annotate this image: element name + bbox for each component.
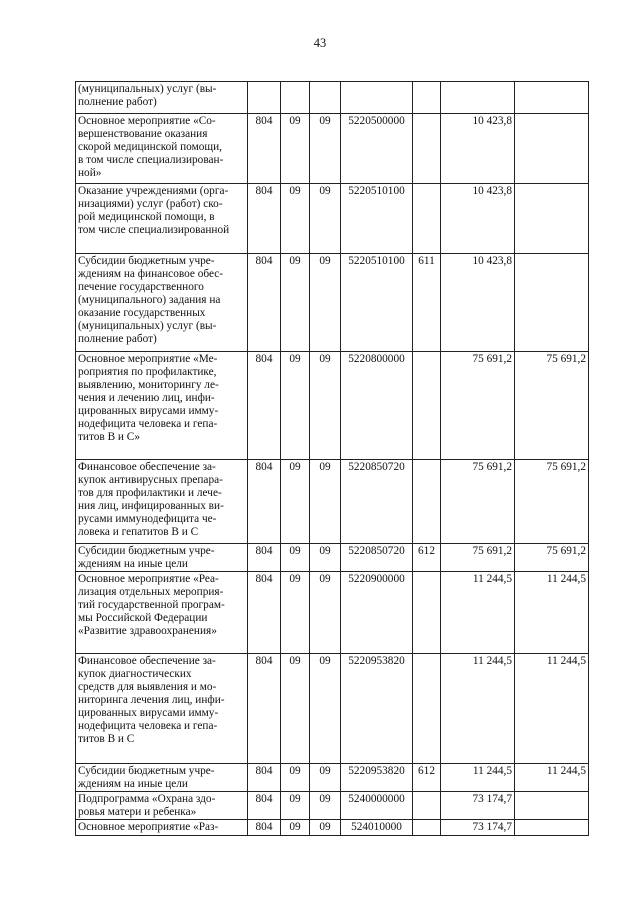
cell-amount-1: [441, 254, 515, 352]
table-row: [76, 254, 589, 352]
cell-department-code-text: 804: [255, 573, 273, 585]
cell-target-article: [341, 184, 413, 254]
cell-department-code: [248, 114, 281, 184]
budget-table: [75, 81, 589, 836]
cell-target-article-text: 5240000000: [348, 793, 405, 805]
cell-description: [76, 184, 248, 254]
cell-section-code-text: 09: [289, 185, 301, 197]
cell-amount-2: [515, 184, 589, 254]
cell-section-code-text: 09: [289, 545, 301, 557]
cell-department-code-text: 804: [255, 353, 273, 365]
cell-description-text: Подпрограмма «Охрана здо- ровья матери и ребенка»: [78, 793, 216, 818]
cell-target-article: [341, 114, 413, 184]
cell-department-code: [248, 820, 281, 836]
cell-description-text: (муниципальных) услуг (вы- полнение работ): [78, 83, 217, 108]
table-row: [76, 544, 589, 572]
cell-department-code-text: 804: [255, 765, 273, 777]
cell-amount-1-text: 73 174,7: [472, 793, 512, 805]
cell-section-code-text: 09: [289, 353, 301, 365]
cell-subsection-code-text: 09: [319, 793, 331, 805]
cell-subsection-code-text: 09: [319, 115, 331, 127]
cell-target-article: [341, 352, 413, 460]
cell-section-code: [281, 792, 310, 820]
cell-section-code: [281, 460, 310, 544]
cell-amount-1-text: 11 244,5: [472, 655, 512, 667]
cell-amount-1-text: 11 244,5: [472, 573, 512, 585]
cell-target-article-text: 5220800000: [348, 353, 405, 365]
cell-description-text: Финансовое обеспечение за- купок антивирусных препара- тов для профилактики и лече- ния лиц, инфицированных ви- русами иммунодефицита че- ловека и гепатитов В и С: [78, 461, 224, 538]
cell-subsection-code-text: 09: [319, 765, 331, 777]
table-row: [76, 820, 589, 836]
cell-section-code: [281, 544, 310, 572]
cell-amount-1: [441, 352, 515, 460]
cell-amount-2-text: 75 691,2: [546, 545, 586, 557]
cell-subsection-code: [310, 82, 341, 114]
cell-expense-type: [413, 764, 441, 792]
cell-department-code: [248, 82, 281, 114]
cell-description-text: Основное мероприятие «Раз-: [78, 821, 219, 833]
cell-description-text: Субсидии бюджетным учре- ждениям на иные цели: [78, 765, 215, 790]
cell-amount-1: [441, 792, 515, 820]
cell-expense-type: [413, 460, 441, 544]
cell-department-code-text: 804: [255, 545, 273, 557]
cell-description: [76, 654, 248, 764]
cell-section-code-text: 09: [289, 461, 301, 473]
cell-department-code: [248, 792, 281, 820]
cell-subsection-code-text: 09: [319, 573, 331, 585]
cell-section-code: [281, 254, 310, 352]
cell-amount-2: [515, 654, 589, 764]
cell-amount-1-text: 10 423,8: [472, 185, 512, 197]
cell-target-article: [341, 792, 413, 820]
cell-section-code-text: 09: [289, 573, 301, 585]
cell-department-code-text: 804: [255, 655, 273, 667]
cell-amount-1-text: 75 691,2: [472, 461, 512, 473]
cell-subsection-code-text: 09: [319, 821, 331, 833]
cell-amount-1-text: 10 423,8: [472, 115, 512, 127]
cell-department-code: [248, 654, 281, 764]
cell-amount-1-text: 75 691,2: [472, 545, 512, 557]
cell-amount-1-text: 73 174,7: [472, 821, 512, 833]
cell-target-article-text: 5220850720: [348, 461, 405, 473]
cell-subsection-code: [310, 572, 341, 654]
cell-description: [76, 792, 248, 820]
cell-section-code: [281, 82, 310, 114]
cell-subsection-code: [310, 114, 341, 184]
cell-subsection-code: [310, 654, 341, 764]
cell-target-article-text: 5220510100: [348, 255, 405, 267]
cell-expense-type: [413, 184, 441, 254]
cell-department-code: [248, 352, 281, 460]
cell-department-code-text: 804: [255, 793, 273, 805]
cell-department-code-text: 804: [255, 185, 273, 197]
cell-amount-1-text: 10 423,8: [472, 255, 512, 267]
cell-expense-type: [413, 82, 441, 114]
cell-target-article: [341, 572, 413, 654]
cell-description-text: Основное мероприятие «Ме- роприятия по профилактике, выявлению, мониторингу ле- чения и лечению лиц, инфи- цированных вирусами имму- нодефицита человека и гепа- титов В и С»: [78, 353, 219, 443]
cell-target-article: [341, 544, 413, 572]
cell-amount-2: [515, 544, 589, 572]
cell-section-code-text: 09: [289, 821, 301, 833]
cell-description: [76, 764, 248, 792]
cell-section-code-text: 09: [289, 655, 301, 667]
table-row: [76, 792, 589, 820]
table-row: [76, 352, 589, 460]
cell-department-code: [248, 184, 281, 254]
cell-target-article: [341, 820, 413, 836]
cell-description: [76, 820, 248, 836]
cell-description: [76, 352, 248, 460]
cell-expense-type: [413, 820, 441, 836]
cell-amount-2: [515, 82, 589, 114]
cell-expense-type: [413, 544, 441, 572]
table-row: [76, 82, 589, 114]
cell-target-article-text: 524010000: [351, 821, 402, 833]
cell-amount-2-text: 75 691,2: [546, 461, 586, 473]
cell-target-article-text: 5220500000: [348, 115, 405, 127]
cell-target-article-text: 5220900000: [348, 573, 405, 585]
cell-department-code-text: 804: [255, 255, 273, 267]
cell-section-code: [281, 352, 310, 460]
cell-target-article-text: 5220510100: [348, 185, 405, 197]
cell-amount-2: [515, 254, 589, 352]
cell-description: [76, 572, 248, 654]
cell-amount-2: [515, 792, 589, 820]
cell-amount-1-text: 11 244,5: [472, 765, 512, 777]
cell-department-code-text: 804: [255, 115, 273, 127]
cell-amount-2: [515, 820, 589, 836]
cell-subsection-code: [310, 792, 341, 820]
cell-subsection-code: [310, 254, 341, 352]
cell-description: [76, 82, 248, 114]
cell-section-code-text: 09: [289, 115, 301, 127]
cell-description-text: Финансовое обеспечение за- купок диагностических средств для выявления и мо- ниторинга лечения лиц, инфи- цированных вирусами имму- нодефицита человека и гепа- титов В и С: [78, 655, 225, 745]
cell-description-text: Субсидии бюджетным учре- ждениям на иные цели: [78, 545, 215, 570]
cell-target-article-text: 5220953820: [348, 655, 405, 667]
cell-description: [76, 544, 248, 572]
cell-amount-2: [515, 114, 589, 184]
cell-amount-1: [441, 82, 515, 114]
cell-subsection-code: [310, 184, 341, 254]
cell-subsection-code: [310, 544, 341, 572]
cell-section-code: [281, 654, 310, 764]
cell-subsection-code-text: 09: [319, 255, 331, 267]
cell-amount-2: [515, 764, 589, 792]
cell-department-code: [248, 572, 281, 654]
cell-amount-2-text: 11 244,5: [546, 573, 586, 585]
cell-amount-1: [441, 544, 515, 572]
cell-amount-1: [441, 572, 515, 654]
table-row: [76, 114, 589, 184]
cell-description-text: Основное мероприятие «Реа- лизация отдельных мероприя- тий государственной програм- мы Российской Федерации «Развитие здравоохранения»: [78, 573, 225, 637]
cell-amount-1: [441, 460, 515, 544]
cell-section-code: [281, 184, 310, 254]
cell-expense-type: [413, 654, 441, 764]
cell-amount-1: [441, 820, 515, 836]
cell-expense-type: [413, 352, 441, 460]
cell-target-article-text: 5220850720: [348, 545, 405, 557]
cell-section-code-text: 09: [289, 255, 301, 267]
cell-expense-type-text: 612: [418, 545, 435, 557]
cell-target-article-text: 5220953820: [348, 765, 405, 777]
cell-department-code: [248, 764, 281, 792]
cell-expense-type-text: 612: [418, 765, 435, 777]
table-row: [76, 654, 589, 764]
cell-section-code: [281, 114, 310, 184]
cell-section-code: [281, 572, 310, 654]
cell-subsection-code-text: 09: [319, 461, 331, 473]
cell-amount-2-text: 11 244,5: [546, 765, 586, 777]
cell-amount-2: [515, 352, 589, 460]
table-row: [76, 460, 589, 544]
cell-department-code-text: 804: [255, 821, 273, 833]
cell-description: [76, 114, 248, 184]
cell-department-code: [248, 254, 281, 352]
cell-department-code: [248, 460, 281, 544]
cell-amount-2: [515, 460, 589, 544]
cell-subsection-code-text: 09: [319, 545, 331, 557]
cell-amount-2: [515, 572, 589, 654]
cell-department-code: [248, 544, 281, 572]
cell-description-text: Субсидии бюджетным учре- ждениям на финансовое обес- печение государственного (муниципального) задания на оказание государственных (муниципальных) услуг (вы- полнение работ): [78, 255, 224, 345]
cell-amount-1-text: 75 691,2: [472, 353, 512, 365]
cell-expense-type: [413, 792, 441, 820]
cell-target-article: [341, 254, 413, 352]
cell-section-code-text: 09: [289, 793, 301, 805]
cell-description-text: Основное мероприятие «Со- вершенствование оказания скорой медицинской помощи, в том числе специализирован- ной»: [78, 115, 224, 179]
cell-description: [76, 460, 248, 544]
cell-subsection-code-text: 09: [319, 353, 331, 365]
cell-target-article: [341, 654, 413, 764]
cell-amount-1: [441, 764, 515, 792]
cell-amount-1: [441, 654, 515, 764]
table-row: [76, 764, 589, 792]
cell-subsection-code: [310, 764, 341, 792]
cell-amount-1: [441, 184, 515, 254]
cell-subsection-code: [310, 460, 341, 544]
table-row: [76, 572, 589, 654]
cell-expense-type-text: 611: [418, 255, 435, 267]
cell-target-article: [341, 460, 413, 544]
cell-section-code-text: 09: [289, 765, 301, 777]
cell-amount-1: [441, 114, 515, 184]
cell-expense-type: [413, 254, 441, 352]
cell-expense-type: [413, 572, 441, 654]
cell-target-article: [341, 82, 413, 114]
cell-target-article: [341, 764, 413, 792]
cell-department-code-text: 804: [255, 461, 273, 473]
cell-subsection-code: [310, 352, 341, 460]
cell-subsection-code-text: 09: [319, 655, 331, 667]
cell-section-code: [281, 764, 310, 792]
table-row: [76, 184, 589, 254]
cell-description: [76, 254, 248, 352]
cell-amount-2-text: 11 244,5: [546, 655, 586, 667]
cell-amount-2-text: 75 691,2: [546, 353, 586, 365]
cell-subsection-code: [310, 820, 341, 836]
cell-section-code: [281, 820, 310, 836]
cell-description-text: Оказание учреждениями (орга- низациями) услуг (работ) ско- рой медицинской помощи, в том числе специализированной: [78, 185, 230, 236]
cell-expense-type: [413, 114, 441, 184]
page-number: 43: [313, 36, 327, 50]
cell-subsection-code-text: 09: [319, 185, 331, 197]
